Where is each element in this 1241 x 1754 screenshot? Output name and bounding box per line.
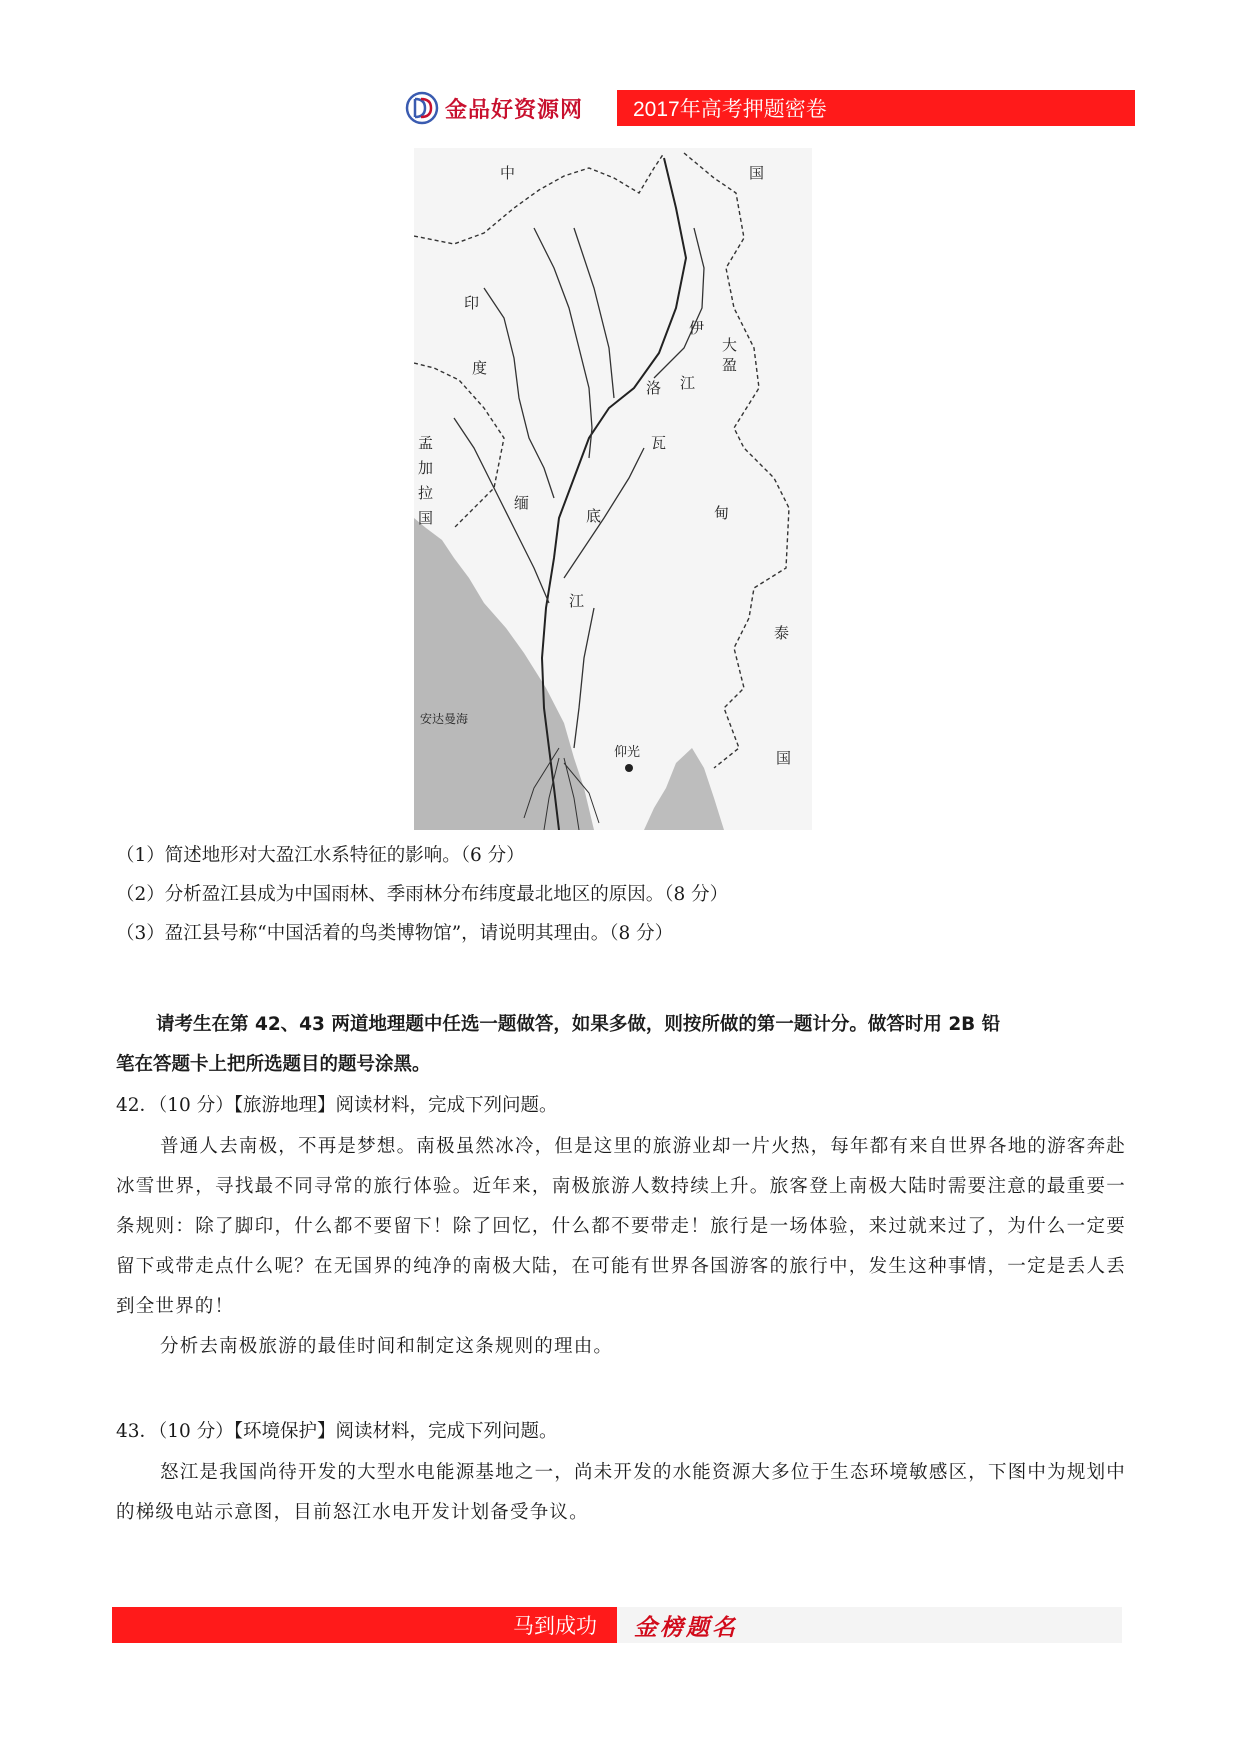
header-title: 2017年高考押题密卷 <box>633 98 827 121</box>
map-label: 加 <box>418 459 434 477</box>
map-label: 洛 <box>646 379 662 397</box>
question-42-task: 分析去南极旅游的最佳时间和制定这条规则的理由。 <box>160 1336 614 1357</box>
page-header <box>405 90 1135 126</box>
question-item: （3）盈江县号称“中国活着的鸟类博物馆”，请说明其理由。（8 分） <box>116 923 674 944</box>
brand-logo-icon <box>405 91 439 125</box>
header-banner <box>617 90 1135 126</box>
question-42-material: 普通人去南极，不再是梦想。南极虽然冰冷，但是这里的旅游业却一片火热，每年都有来自世界各地的游客奔赴冰雪世界，寻找最不同寻常的旅行体验。近年来，南极旅游人数持续上升。旅客登上南极大陆时需要注意的最重要一条规则：除了脚印，什么都不要留下！除了回忆，什么都不要带走！旅行是一场体验，来过就来过了，为什么一定要留下或带走点什么呢？在无国界的纯净的南极大陆，在可能有世界各国游客的旅行中，发生这种事情，一定是丢人丢到全世界的！ <box>116 1136 1126 1317</box>
river-map <box>414 148 812 830</box>
map-label: 国 <box>418 509 434 527</box>
map-label: 泰 <box>774 624 790 642</box>
footer-slogan-left: 马到成功 <box>513 1615 597 1638</box>
question-42-heading: 42．（10 分）【旅游地理】阅读材料，完成下列问题。 <box>116 1095 558 1116</box>
selection-instruction-cont: 笔在答题卡上把所选题目的题号涂黑。 <box>116 1054 431 1075</box>
map-label: 孟 <box>418 434 434 452</box>
question-43-heading: 43．（10 分）【环境保护】阅读材料，完成下列问题。 <box>116 1421 558 1442</box>
map-label: 瓦 <box>651 434 667 452</box>
map-label: 国 <box>776 749 792 767</box>
question-item: （2）分析盈江县成为中国雨林、季雨林分布纬度最北地区的原因。（8 分） <box>116 884 729 905</box>
map-label: 缅 <box>514 494 530 512</box>
map-label: 伊 <box>689 319 705 337</box>
question-43-material: 怒江是我国尚待开发的大型水电能源基地之一，尚未开发的水能资源大多位于生态环境敏感区，下图中为规划中的梯级电站示意图，目前怒江水电开发计划备受争议。 <box>116 1462 1126 1523</box>
question-item: （1）简述地形对大盈江水系特征的影响。（6 分） <box>116 845 525 866</box>
map-label: 仰光 <box>614 745 641 760</box>
brand-name: 金品好资源网 <box>445 97 584 123</box>
map-label: 国 <box>749 164 765 182</box>
footer-slogan-right: 金榜题名 <box>634 1614 738 1641</box>
selection-instruction: 请考生在第 42、43 两道地理题中任选一题做答，如果多做，则按所做的第一题计分。做答时用 2B 铅 <box>156 1014 1001 1035</box>
yangon-marker <box>625 764 633 772</box>
map-label: 大 <box>722 336 738 354</box>
footer-banner <box>112 1607 617 1643</box>
map-label: 盈 <box>722 356 738 374</box>
map-label: 底 <box>586 507 602 525</box>
map-label: 度 <box>472 359 488 377</box>
brand-logo <box>405 90 583 126</box>
map-label: 甸 <box>714 504 730 522</box>
map-label: 印 <box>464 294 480 312</box>
map-label: 江 <box>680 374 696 392</box>
map-label: 江 <box>569 592 585 610</box>
map-label: 拉 <box>418 484 434 502</box>
page-footer <box>112 1607 1122 1643</box>
map-label: 中 <box>500 164 516 182</box>
map-label: 安达曼海 <box>420 712 469 726</box>
